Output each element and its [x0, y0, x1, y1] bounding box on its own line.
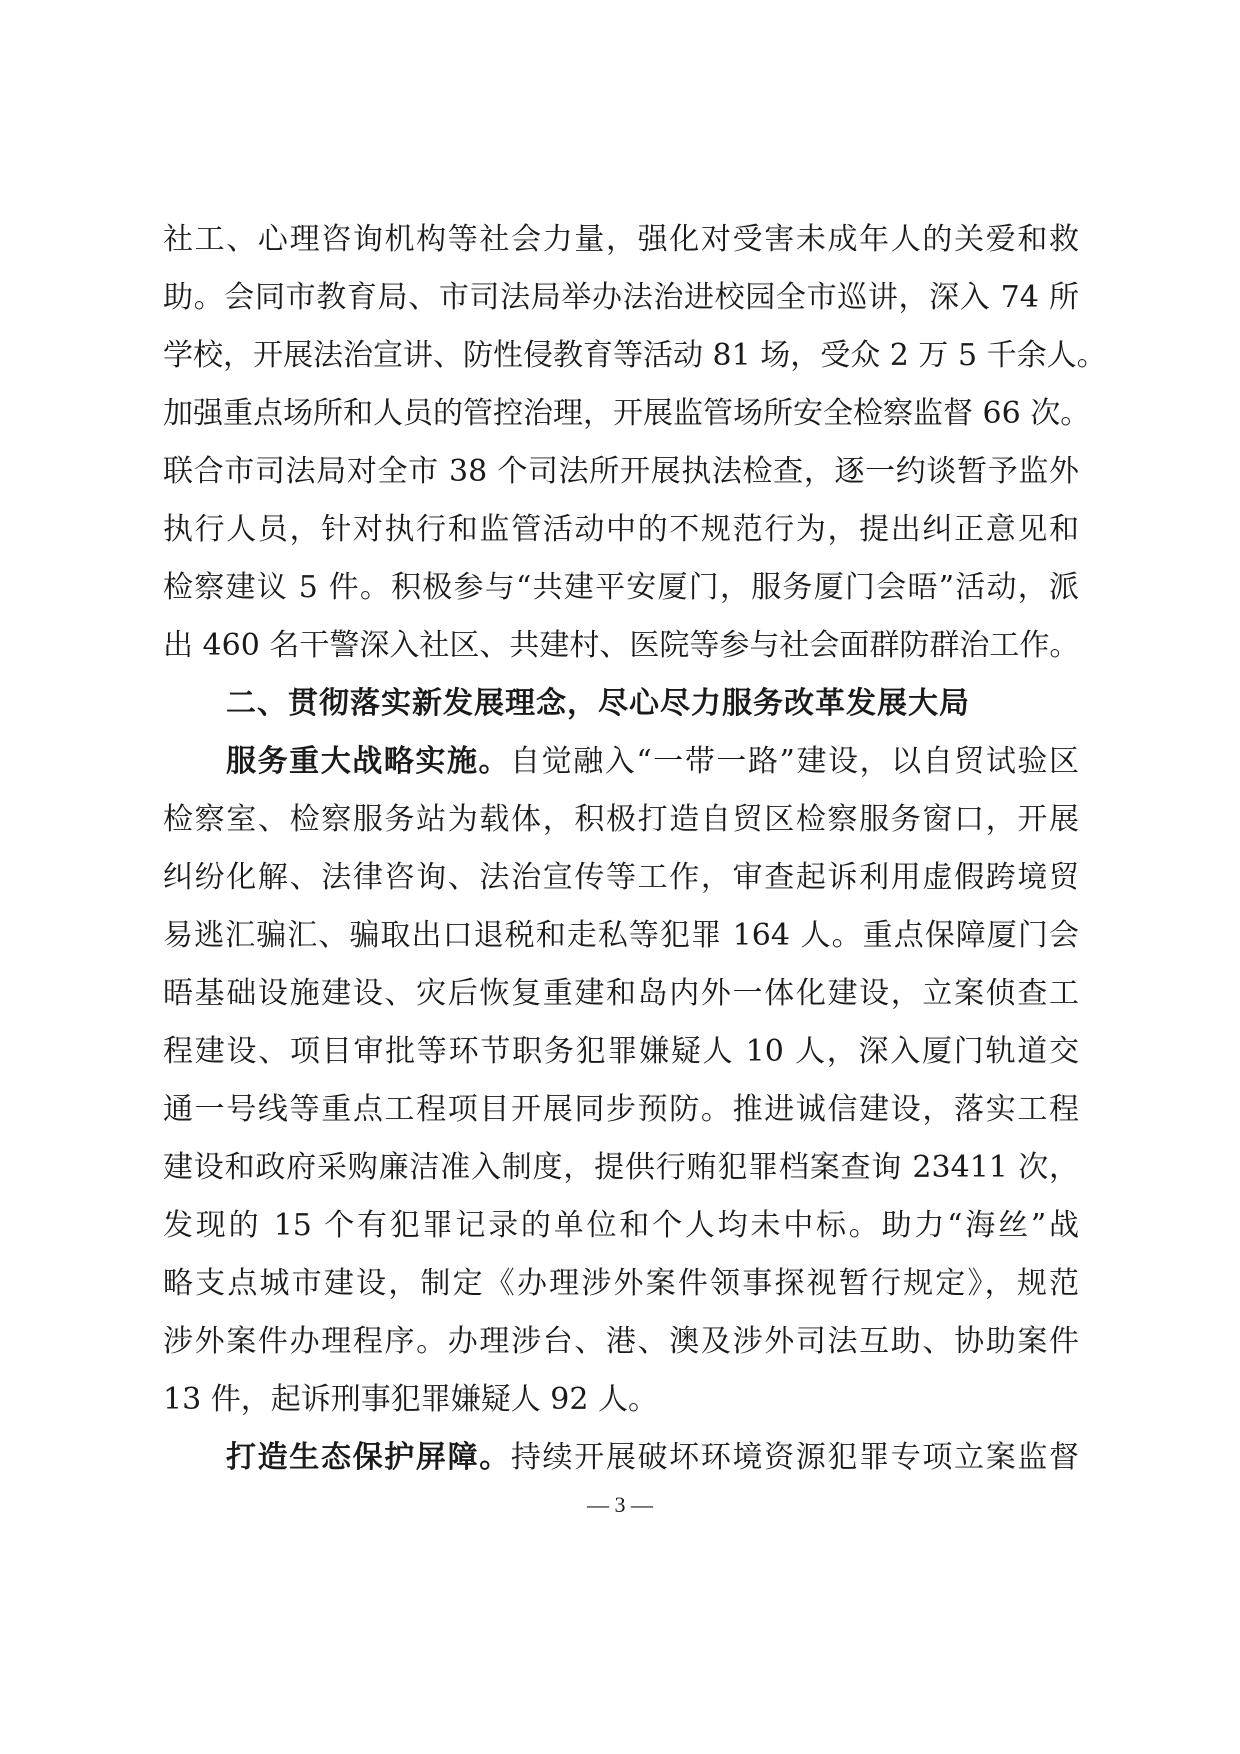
section-heading: 二、贯彻落实新发展理念，尽心尽力服务改革发展大局 [226, 686, 970, 721]
paragraph-first-line [163, 733, 1079, 791]
paragraph-lead-title: 打造生态保护屏障。 [226, 1440, 511, 1475]
body-line: 略支点城市建设，制定《办理涉外案件领事探视暂行规定》，规范 [163, 1266, 1079, 1301]
body-line: 执行人员，针对执行和监管活动中的不规范行为，提出纠正意见和 [163, 512, 1079, 547]
body-line: 检察室、检察服务站为载体，积极打造自贸区检察服务窗口，开展 [163, 802, 1079, 837]
body-line: 易逃汇骗汇、骗取出口退税和走私等犯罪 164 人。重点保障厦门会 [163, 918, 1079, 953]
body-line: 13 件，起诉刑事犯罪嫌疑人 92 人。 [163, 1382, 658, 1417]
paragraph-lead-title: 服务重大战略实施。 [226, 744, 511, 779]
body-line: 出 460 名干警深入社区、共建村、医院等参与社会面群防群治工作。 [163, 628, 1080, 663]
body-line: 加强重点场所和人员的管控治理，开展监管场所安全检察监督 66 次。 [163, 396, 1091, 431]
body-line: 检察建议 5 件。积极参与“共建平安厦门，服务厦门会晤”活动，派 [163, 570, 1079, 605]
body-line: 通一号线等重点工程项目开展同步预防。推进诚信建设，落实工程 [163, 1092, 1079, 1127]
body-line: 建设和政府采购廉洁准入制度，提供行贿犯罪档案查询 23411 次， [163, 1150, 1079, 1185]
body-line: 发现的 15 个有犯罪记录的单位和个人均未中标。助力“海丝”战 [163, 1208, 1079, 1243]
body-line: 纠纷化解、法律咨询、法治宣传等工作，审查起诉利用虚假跨境贸 [163, 860, 1079, 895]
body-line: 涉外案件办理程序。办理涉台、港、澳及涉外司法互助、协助案件 [163, 1324, 1079, 1359]
page-number: — 3 — [587, 1492, 653, 1517]
paragraph-text: 持续开展破坏环境资源犯罪专项立案监督 [510, 1440, 1080, 1475]
body-line: 助。会同市教育局、市司法局举办法治进校园全市巡讲，深入 74 所 [163, 280, 1079, 315]
body-line: 晤基础设施建设、灾后恢复重建和岛内外一体化建设，立案侦查工 [163, 976, 1079, 1011]
body-line: 学校，开展法治宣讲、防性侵教育等活动 81 场，受众 2 万 5 千余人。 [163, 338, 1107, 373]
paragraph-text: 自觉融入“一带一路”建设，以自贸试验区 [510, 744, 1079, 779]
body-line: 程建设、项目审批等环节职务犯罪嫌疑人 10 人，深入厦门轨道交 [163, 1034, 1079, 1069]
paragraph-first-line [163, 1429, 1079, 1487]
body-line: 联合市司法局对全市 38 个司法所开展执法检查，逐一约谈暂予监外 [163, 454, 1079, 489]
body-line: 社工、心理咨询机构等社会力量，强化对受害未成年人的关爱和救 [163, 222, 1079, 257]
